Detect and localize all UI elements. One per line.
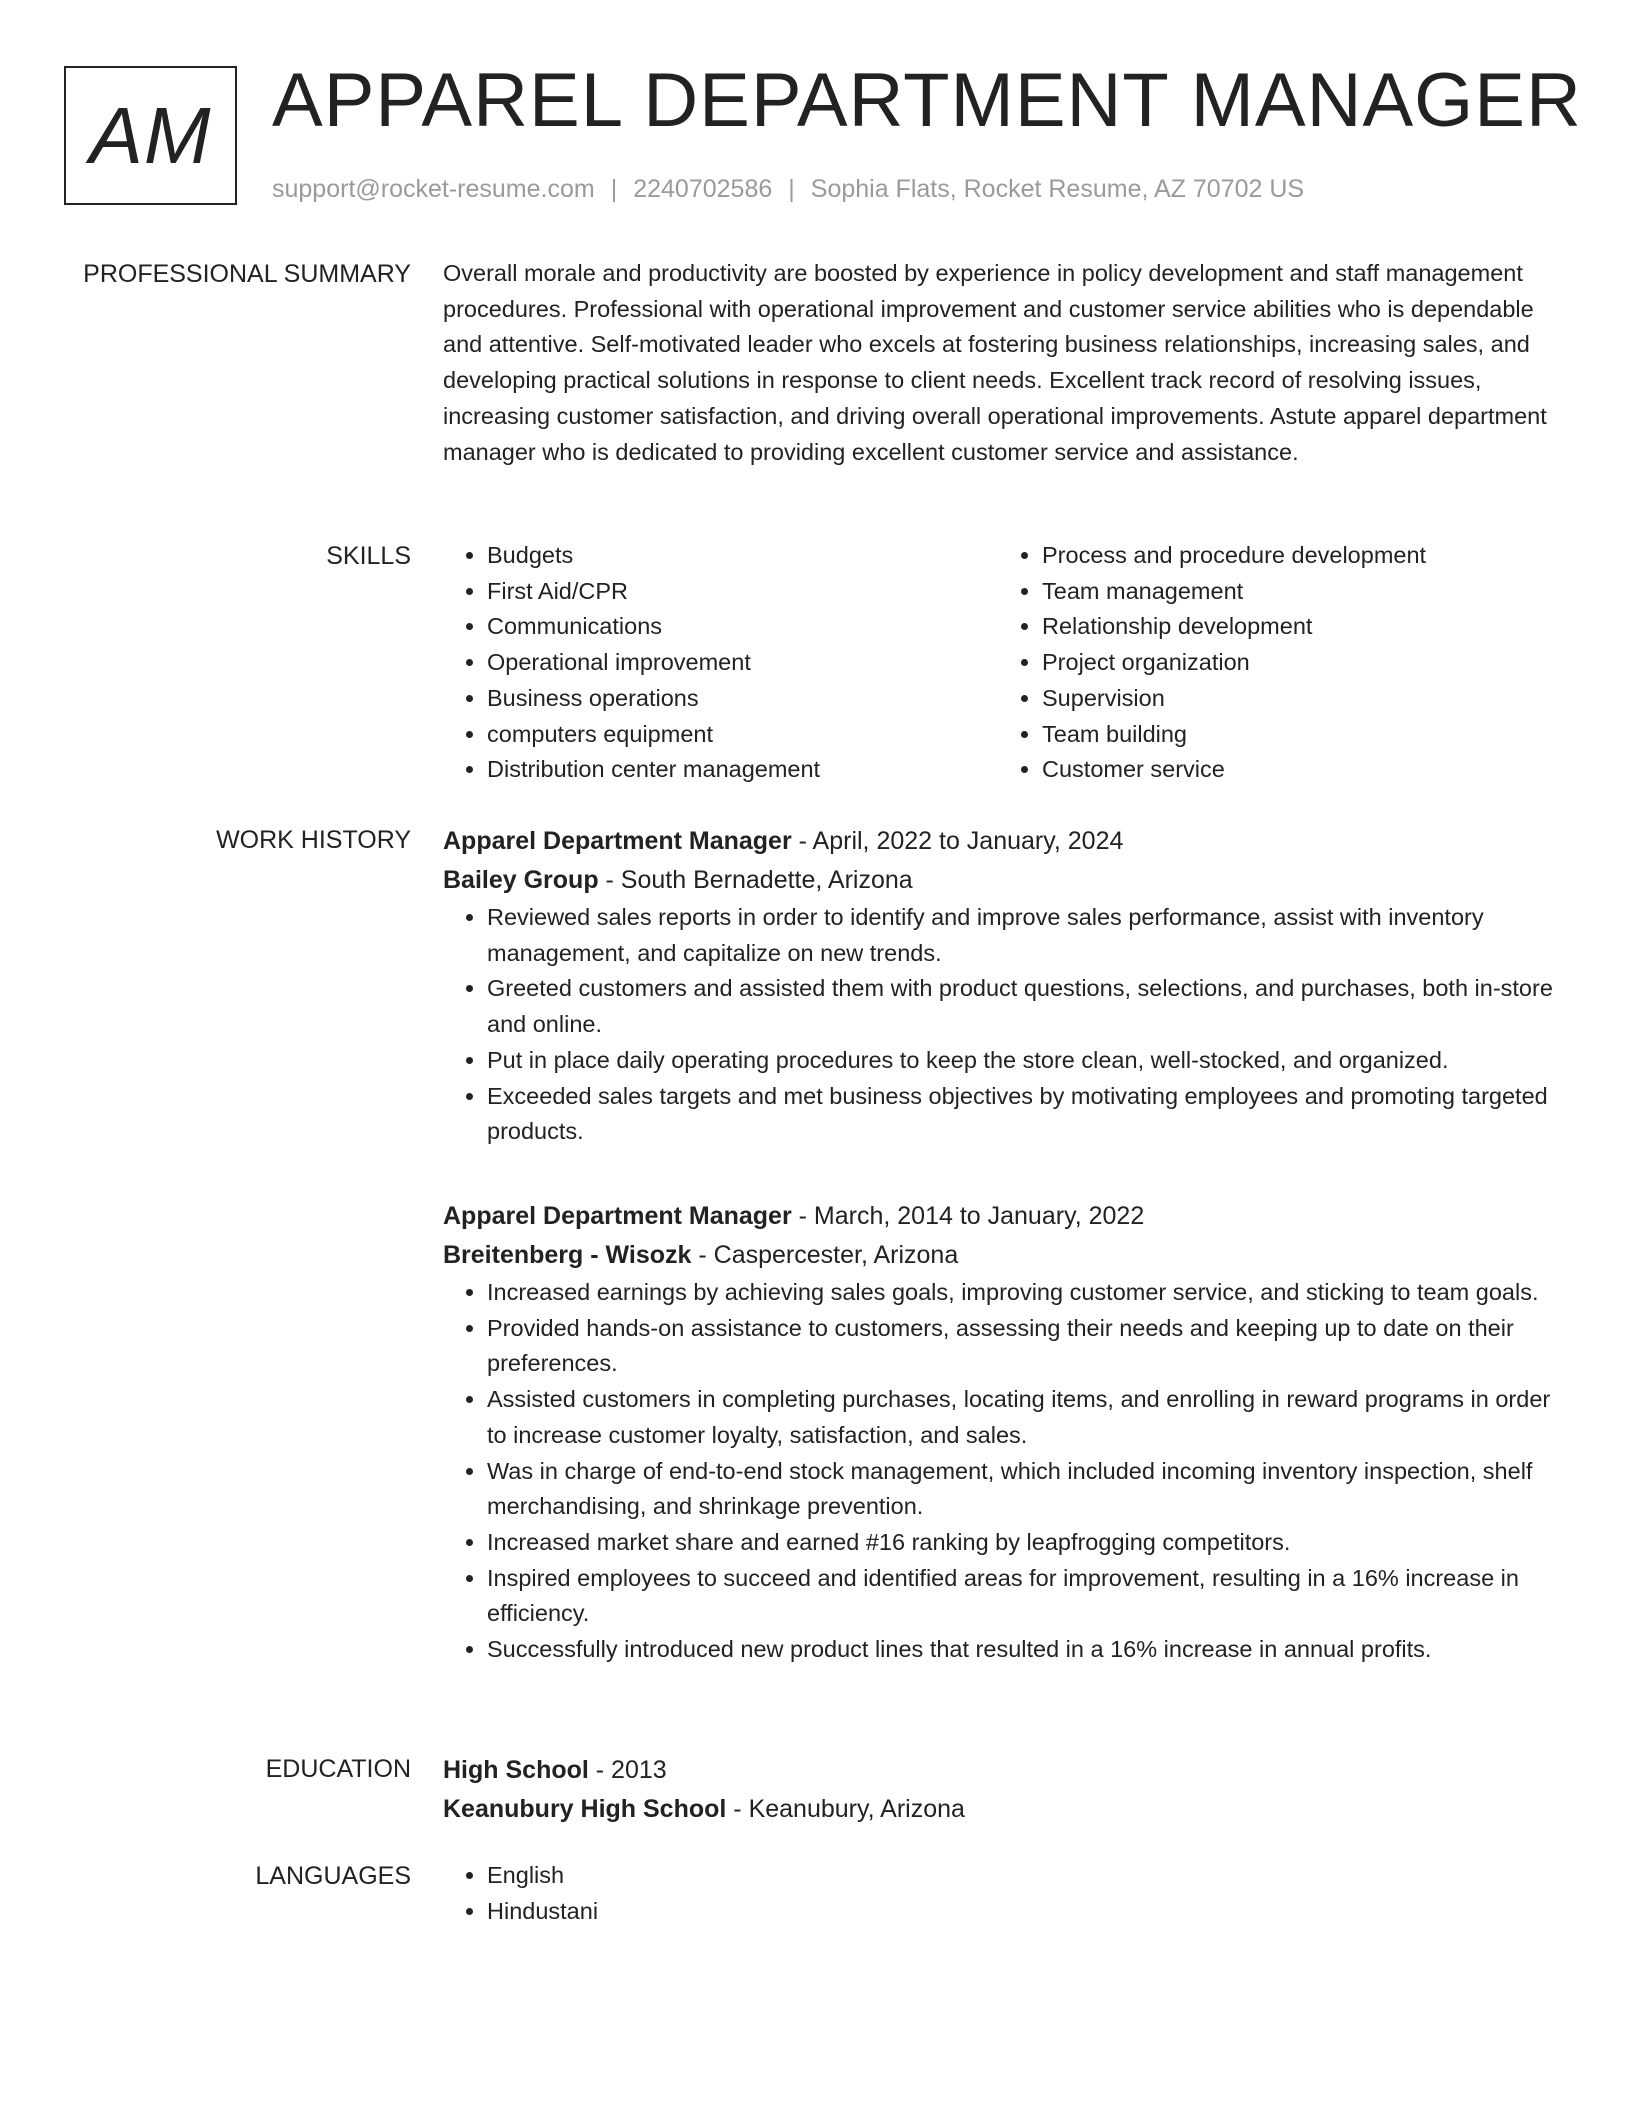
section-label-education: EDUCATION — [265, 1755, 411, 1783]
education-school-line — [443, 1790, 1553, 1829]
job-entry — [443, 1197, 1553, 1668]
job-bullet: • Successfully introduced new product lines that resulted in a 16% increase in annual profits. — [487, 1632, 1553, 1668]
skill-item: • Supervision — [1042, 681, 1553, 717]
skill-item: • Customer service — [1042, 752, 1553, 788]
education-degree-line — [443, 1751, 1553, 1790]
education-location: - Keanubury, Arizona — [726, 1795, 965, 1823]
language-item: • Hindustani — [487, 1894, 1553, 1930]
job-bullet: • Increased earnings by achieving sales goals, improving customer service, and sticking to team goals. — [487, 1275, 1553, 1311]
summary-body — [443, 256, 1553, 470]
job-location: - Caspercester, Arizona — [691, 1241, 959, 1269]
languages-list — [443, 1858, 1553, 1929]
job-title: Apparel Department Manager — [443, 1202, 792, 1230]
job-title-line — [443, 1197, 1553, 1236]
job-company: Breitenberg - Wisozk — [443, 1241, 692, 1269]
education-school: Keanubury High School — [443, 1795, 727, 1823]
job-dates: - March, 2014 to January, 2022 — [791, 1202, 1145, 1230]
job-company: Bailey Group — [443, 866, 599, 894]
skill-item: • Budgets — [487, 538, 998, 574]
contact-line — [272, 172, 1304, 206]
education-degree: High School — [443, 1756, 589, 1784]
work-body-job-2 — [443, 1197, 1553, 1668]
job-bullet: • Greeted customers and assisted them with product questions, selections, and purchases, both in-store and online. — [487, 971, 1553, 1042]
job-entry — [443, 822, 1553, 1150]
skill-item: • Project organization — [1042, 645, 1553, 681]
skill-item: • Team management — [1042, 574, 1553, 610]
job-bullet: • Assisted customers in completing purchases, locating items, and enrolling in reward programs in order to increase customer loyalty, satisfaction, and sales. — [487, 1382, 1553, 1453]
work-body — [443, 822, 1553, 1150]
skill-item: • Business operations — [487, 681, 998, 717]
monogram-initials: AM — [89, 90, 212, 180]
skill-item: • Distribution center management — [487, 752, 998, 788]
skill-item: • Relationship development — [1042, 609, 1553, 645]
skill-item: • computers equipment — [487, 717, 998, 753]
job-dates: - April, 2022 to January, 2024 — [791, 827, 1124, 855]
skill-item: • Team building — [1042, 717, 1553, 753]
job-bullets — [443, 900, 1553, 1150]
job-bullet: • Reviewed sales reports in order to identify and improve sales performance, assist with inventory management, and capitalize on new trends. — [487, 900, 1553, 971]
job-bullets — [443, 1275, 1553, 1668]
job-company-line — [443, 861, 1553, 900]
contact-email: support@rocket-resume.com — [272, 175, 595, 203]
monogram-box — [64, 66, 237, 205]
education-year: - 2013 — [588, 1756, 667, 1784]
job-bullet: • Inspired employees to succeed and identified areas for improvement, resulting in a 16% increase in efficiency. — [487, 1561, 1553, 1632]
job-title: Apparel Department Manager — [443, 827, 792, 855]
skills-columns — [443, 538, 1553, 788]
job-company-line — [443, 1236, 1553, 1275]
skills-list-left — [443, 538, 998, 788]
contact-address: Sophia Flats, Rocket Resume, AZ 70702 US — [810, 175, 1305, 203]
section-label-skills: SKILLS — [326, 542, 411, 570]
skill-item: • Communications — [487, 609, 998, 645]
section-label-languages: LANGUAGES — [255, 1862, 411, 1890]
contact-phone: 2240702586 — [633, 175, 773, 203]
job-bullet: • Was in charge of end-to-end stock management, which included incoming inventory inspection, shelf merchandising, and shrinkage prevention. — [487, 1454, 1553, 1525]
summary-text: Overall morale and productivity are boosted by experience in policy development and staff management procedures. Professional with operational improvement and customer service abilities who is dependable and attentive. Self-motivated leader who excels at fostering business relationships, increasing sales, and developing practical solutions in response to client needs. Excellent track record of resolving issues, increasing customer satisfaction, and driving overall operational improvements. Astute apparel department manager who is dedicated to providing excellent customer service and assistance. — [443, 260, 1547, 465]
skill-item: • First Aid/CPR — [487, 574, 998, 610]
job-bullet: • Provided hands-on assistance to customers, assessing their needs and keeping up to date on their preferences. — [487, 1311, 1553, 1382]
skills-list-right — [998, 538, 1553, 788]
section-label-summary: PROFESSIONAL SUMMARY — [83, 260, 411, 288]
job-bullet: • Exceeded sales targets and met business objectives by motivating employees and promoting targeted products. — [487, 1079, 1553, 1150]
language-item: • English — [487, 1858, 1553, 1894]
skill-item: • Operational improvement — [487, 645, 998, 681]
education-body — [443, 1751, 1553, 1829]
contact-separator: | — [788, 175, 795, 203]
job-bullet: • Increased market share and earned #16 ranking by leapfrogging competitors. — [487, 1525, 1553, 1561]
languages-body — [443, 1858, 1553, 1929]
resume-title: APPAREL DEPARTMENT MANAGER — [272, 58, 1582, 143]
job-bullet: • Put in place daily operating procedures to keep the store clean, well-stocked, and organized. — [487, 1043, 1553, 1079]
job-title-line — [443, 822, 1553, 861]
job-location: - South Bernadette, Arizona — [598, 866, 913, 894]
skills-body — [443, 538, 1553, 788]
contact-separator: | — [610, 175, 618, 203]
section-label-work: WORK HISTORY — [216, 826, 411, 854]
skill-item: • Process and procedure development — [1042, 538, 1553, 574]
